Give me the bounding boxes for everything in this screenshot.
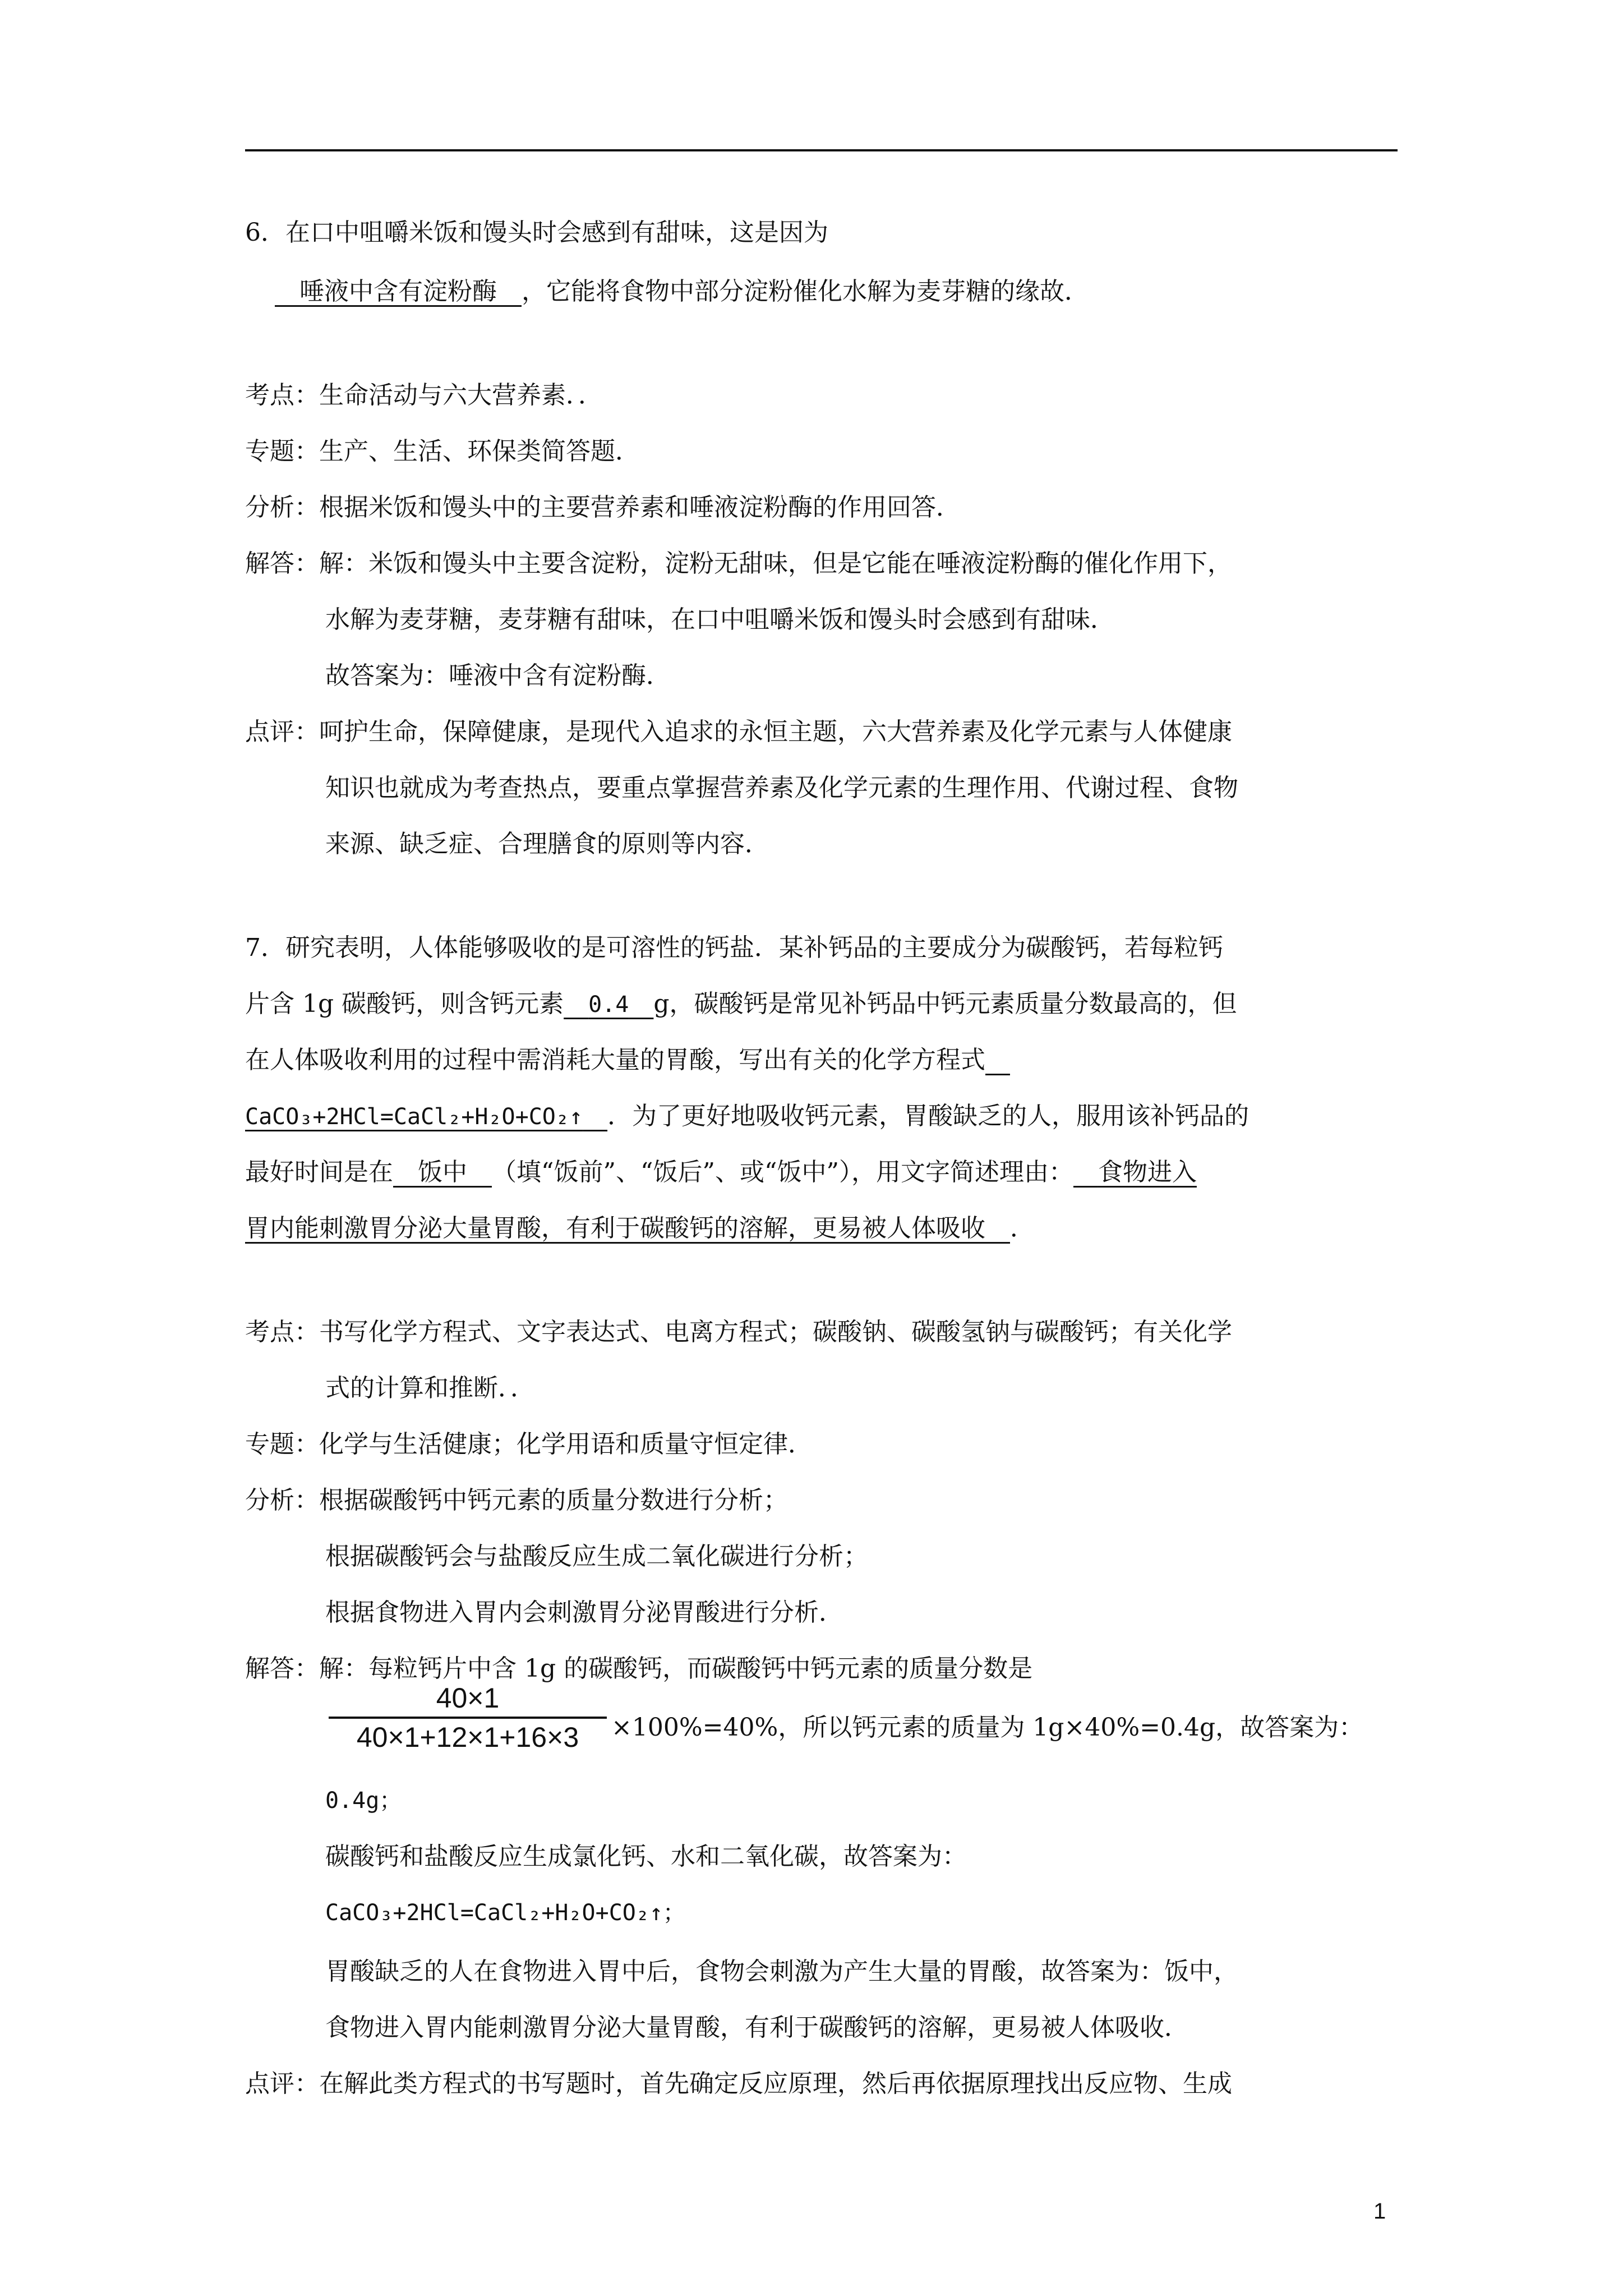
- q6-stem: 6．在口中咀嚼米饭和馒头时会感到有甜味，这是因为: [245, 218, 828, 247]
- q7-line-3: 在人体吸收利用的过程中需消耗大量的胃酸，写出有关的化学方程式: [245, 1046, 985, 1074]
- q7-blank-reason-start: 食物进入: [1098, 1158, 1197, 1186]
- q7-line-1: 7．研究表明，人体能够吸收的是可溶性的钙盐．某补钙品的主要成分为碳酸钙，若每粒钙: [245, 933, 1223, 962]
- q6-dianping-line-1: 点评：呵护生命，保障健康，是现代入追求的永恒主题，六大营养素及化学元素与人体健康: [245, 717, 1232, 746]
- q6-jieda-line-1: 解答：解：米饭和馒头中主要含淀粉，淀粉无甜味，但是它能在唾液淀粉酶的催化作用下，: [245, 549, 1232, 578]
- q7-fenxi-line-1: 分析：根据碳酸钙中钙元素的质量分数进行分析；: [245, 1486, 788, 1515]
- q7-jieda-line-6: 食物进入胃内能刺激胃分泌大量胃酸，有利于碳酸钙的溶解，更易被人体吸收．: [325, 2013, 1189, 2042]
- fraction-denominator: 40×1+12×1+16×3: [356, 1722, 579, 1753]
- q7-fenxi-line-2: 根据碳酸钙会与盐酸反应生成二氧化碳进行分析；: [325, 1542, 868, 1571]
- q7-jieda-line-5: 胃酸缺乏的人在食物进入胃中后，食物会刺激为产生大量的胃酸，故答案为：饭中，: [325, 1957, 1238, 1986]
- q6-answer-blank: 唾液中含有淀粉酶: [299, 277, 497, 306]
- q6-jieda-line-2: 水解为麦芽糖，麦芽糖有甜味，在口中咀嚼米饭和馒头时会感到有甜味．: [325, 605, 1115, 634]
- q6-dianping-line-3: 来源、缺乏症、合理膳食的原则等内容．: [325, 830, 769, 858]
- q7-fenxi-line-3: 根据食物进入胃内会刺激胃分泌胃酸进行分析．: [325, 1598, 843, 1627]
- q6-answer-line: [275, 275, 1089, 309]
- q7-line-6: 胃内能刺激胃分泌大量胃酸，有利于碳酸钙的溶解，更易被人体吸收 ．: [245, 1214, 1035, 1243]
- q7-jieda-line-2: 0.4g；: [325, 1788, 402, 1814]
- q7-kaodian-line-1: 考点：书写化学方程式、文字表达式、电离方程式；碳酸钠、碳酸氢钠与碳酸钙；有关化学: [245, 1318, 1232, 1346]
- q7-jieda-line-1: 解答：解：每粒钙片中含 1g 的碳酸钙，而碳酸钙中钙元素的质量分数是: [245, 1654, 1033, 1683]
- fraction-numerator: 40×1: [436, 1682, 500, 1714]
- q7-blank-reason-end: 胃内能刺激胃分泌大量胃酸，有利于碳酸钙的溶解，更易被人体吸收: [245, 1214, 985, 1243]
- q6-answer-after: ，它能将食物中部分淀粉催化水解为麦芽糖的缘故．: [522, 277, 1089, 306]
- q6-jieda-line-3: 故答案为：唾液中含有淀粉酶．: [325, 661, 671, 690]
- q7-line-5: 最好时间是在 饭中 （填“饭前”、“饭后”、或“饭中”），用文字简述理由： 食物进入: [245, 1158, 1197, 1186]
- q6-fenxi: 分析：根据米饭和馒头中的主要营养素和唾液淀粉酶的作用回答．: [245, 493, 961, 522]
- q7-blank-equation: CaCO₃+2HCl=CaCl₂+H₂O+CO₂↑: [245, 1104, 583, 1130]
- q7-dianping: 点评：在解此类方程式的书写题时，首先确定反应原理，然后再依据原理找出反应物、生成: [245, 2069, 1232, 2098]
- q7-jieda-equation: CaCO₃+2HCl=CaCl₂+H₂O+CO₂↑；: [325, 1900, 686, 1926]
- mass-fraction-formula: [329, 1682, 607, 1754]
- q7-line-2: 片含 1g 碳酸钙，则含钙元素 0.4 g，碳酸钙是常见补钙品中钙元素质量分数最高的，但: [245, 990, 1237, 1018]
- fraction-bar: [329, 1717, 607, 1719]
- q7-zhuanti: 专题：化学与生活健康；化学用语和质量守恒定律．: [245, 1430, 813, 1458]
- q7-blank-timing: 饭中: [418, 1158, 467, 1186]
- q7-kaodian-line-2: 式的计算和推断．．: [325, 1374, 535, 1402]
- q6-zhuanti: 专题：生产、生活、环保类简答题．: [245, 437, 640, 466]
- q7-line-4: CaCO₃+2HCl=CaCl₂+H₂O+CO₂↑ ．为了更好地吸收钙元素，胃酸缺乏的人，服用该补钙品的: [245, 1102, 1249, 1130]
- q7-jieda-fraction-after: ×100%=40%，所以钙元素的质量为 1g×40%=0.4g，故答案为：: [611, 1713, 1364, 1742]
- q7-jieda-line-3: 碳酸钙和盐酸反应生成氯化钙、水和二氧化碳，故答案为：: [325, 1842, 967, 1871]
- header-rule: [245, 149, 1398, 151]
- page-number: 1: [1373, 2199, 1386, 2224]
- q6-kaodian: 考点：生命活动与六大营养素．．: [245, 381, 603, 409]
- q7-blank-calcium-mass: 0.4: [588, 992, 629, 1018]
- q6-dianping-line-2: 知识也就成为考查热点，要重点掌握营养素及化学元素的生理作用、代谢过程、食物: [325, 774, 1238, 802]
